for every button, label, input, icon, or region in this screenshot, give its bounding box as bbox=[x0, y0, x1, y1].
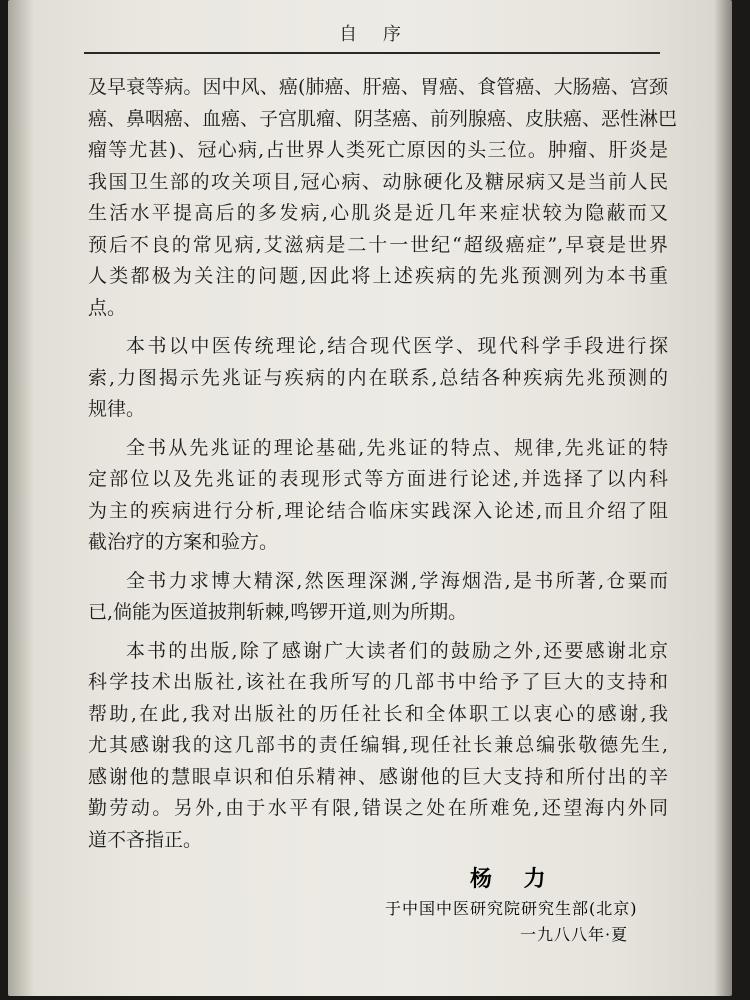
page-gutter-shadow bbox=[8, 0, 34, 996]
text-line: 为主的疾病进行分析,理论结合临床实践深入论述,而且介绍了阻 bbox=[88, 499, 668, 522]
author-institution: 于中国中医研究院研究生部(北京) bbox=[385, 899, 638, 918]
text-line: 预后不良的常见病,艾滋病是二十一世纪“超级癌症”,早衰是世界 bbox=[88, 233, 668, 256]
text-line: 规律。 bbox=[88, 398, 146, 420]
text-line: 点。 bbox=[88, 296, 127, 319]
text-line: 全书力求博大精深,然医理深渊,学海烟浩,是书所著,仓粟而 bbox=[126, 569, 668, 592]
text-line: 已,倘能为医道披荆斩棘,鸣锣开道,则为所期。 bbox=[88, 601, 468, 623]
text-line: 瘤等尤甚)、冠心病,占世界人类死亡原因的头三位。肿瘤、肝炎是 bbox=[88, 139, 668, 161]
text-line: 我国卫生部的攻关项目,冠心病、动脉硬化及糖尿病又是当前人民 bbox=[88, 170, 668, 193]
text-line: 截治疗的方案和验方。 bbox=[88, 531, 279, 553]
text-line: 科学技术出版社,该社在我所写的几部书中给予了巨大的支持和 bbox=[88, 671, 668, 693]
paragraph-gap bbox=[88, 324, 668, 331]
preface-date: 一九八八年·夏 bbox=[520, 925, 629, 944]
text-line: 勤劳动。另外,由于水平有限,错误之处在所难免,还望海内外同 bbox=[88, 797, 668, 819]
text-line: 尤其感谢我的这几部书的责任编辑,现任社长兼总编张敬德先生, bbox=[88, 734, 668, 756]
text-line: 全书从先兆证的理论基础,先兆证的特点、规律,先兆证的特 bbox=[126, 436, 668, 459]
paragraph-gap bbox=[88, 559, 668, 566]
text-line: 本书的出版,除了感谢广大读者们的鼓励之外,还要感谢北京 bbox=[126, 639, 668, 662]
running-head: 自 序 bbox=[339, 24, 411, 45]
text-line: 感谢他的慧眼卓识和伯乐精神、感谢他的巨大支持和所付出的辛 bbox=[88, 765, 668, 788]
paragraph-gap bbox=[88, 629, 668, 636]
text-line: 本书以中医传统理论,结合现代医学、现代科学手段进行探 bbox=[126, 335, 668, 357]
author-name: 杨 力 bbox=[470, 866, 558, 892]
preface-body bbox=[88, 72, 678, 856]
header-rule bbox=[84, 52, 660, 54]
text-line: 生活水平提高后的多发病,心肌炎是近几年来症状较为隐蔽而又 bbox=[88, 202, 668, 224]
text-line: 道不吝指正。 bbox=[88, 828, 203, 851]
paragraph-gap bbox=[88, 426, 668, 433]
text-line: 索,力图揭示先兆证与疾病的内在联系,总结各种疾病先兆预测的 bbox=[88, 366, 668, 389]
text-line: 癌、鼻咽癌、血癌、子宫肌瘤、阴茎癌、前列腺癌、皮肤癌、恶性淋巴 bbox=[88, 107, 678, 130]
page-edge-shadow bbox=[714, 0, 732, 996]
text-line: 帮助,在此,我对出版社的历任社长和全体职工以衷心的感谢,我 bbox=[88, 702, 668, 725]
text-line: 及早衰等病。因中风、癌(肺癌、肝癌、胃癌、食管癌、大肠癌、宫颈 bbox=[88, 76, 668, 98]
text-line: 定部位以及先兆证的表现形式等方面进行论述,并选择了以内科 bbox=[88, 468, 668, 490]
text-line: 人类都极为关注的问题,因此将上述疾病的先兆预测列为本书重 bbox=[88, 265, 668, 287]
